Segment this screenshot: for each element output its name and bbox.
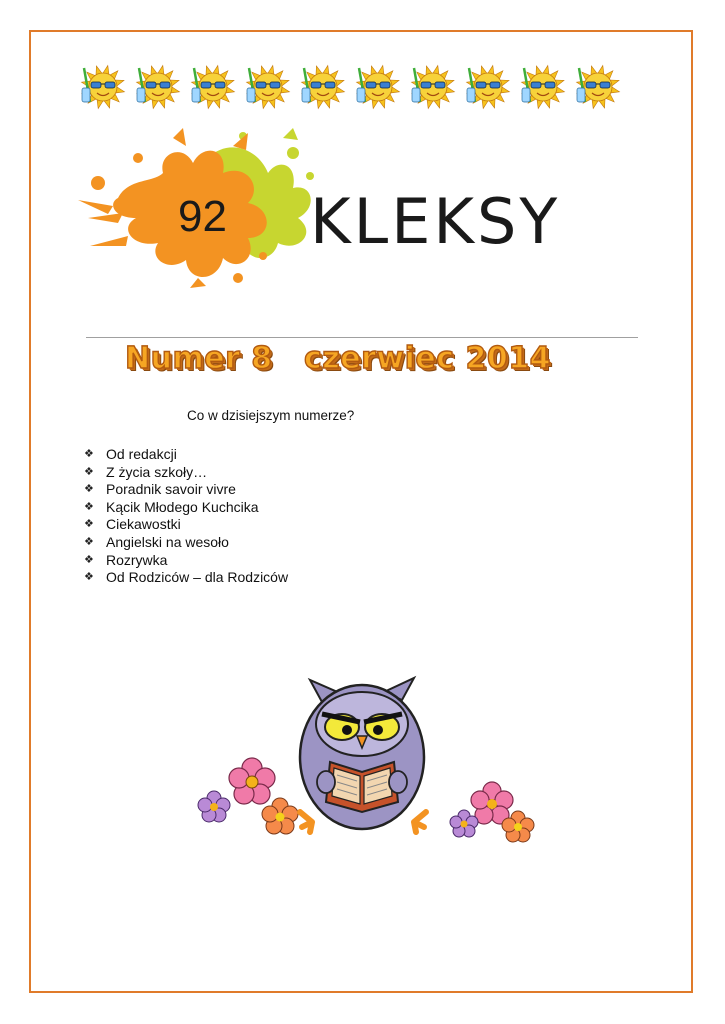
list-item-label: Kącik Młodego Kuchcika [106,498,259,515]
flowers-right-icon [450,782,534,842]
list-item [84,534,288,552]
sun-with-sunglasses-icon [518,62,568,112]
diamond-bullet-icon: ❖ [84,448,94,460]
issue-label: Numer 8 [125,341,273,376]
list-item-label: Angielski na wesoło [106,533,229,550]
diamond-bullet-icon: ❖ [84,483,94,496]
list-item [84,446,288,464]
list-item [84,481,288,499]
sun-with-sunglasses-icon [573,62,623,112]
sun-border-row [78,62,623,112]
sun-with-sunglasses-icon [463,62,513,112]
contents-title: Co w dzisiejszym numerze? [187,408,355,423]
diamond-bullet-icon: ❖ [84,553,94,566]
owl-reading-book-icon [192,672,542,852]
list-item-label: Ciekawostki [106,516,181,533]
masthead-logo [78,128,598,288]
diamond-bullet-icon: ❖ [84,465,94,478]
list-item-label: Od Rodziców – dla Rodziców [106,569,289,586]
diamond-bullet-icon: ❖ [84,500,94,513]
issue-date: czerwiec 2014 [304,341,551,376]
list-item-label: Z życia szkoły… [106,463,208,480]
diamond-bullet-icon: ❖ [84,571,94,584]
sun-with-sunglasses-icon [353,62,403,112]
diamond-bullet-icon: ❖ [84,518,94,531]
diamond-bullet-icon: ❖ [84,535,94,548]
sun-with-sunglasses-icon [298,62,348,112]
list-item [84,516,288,534]
list-item-label: Poradnik savoir vivre [106,481,236,498]
list-item-label: Rozrywka [106,551,168,568]
sun-with-sunglasses-icon [408,62,458,112]
flowers-left-icon [198,758,298,834]
issue-number: 92 [178,192,227,241]
list-item-label: Od redakcji [106,446,177,462]
list-item [84,464,288,482]
contents-list [84,446,288,587]
owl-body-icon [300,678,426,832]
list-item [84,499,288,517]
sun-with-sunglasses-icon [188,62,238,112]
sun-with-sunglasses-icon [243,62,293,112]
header-divider [86,337,638,338]
sun-with-sunglasses-icon [133,62,183,112]
list-item [84,569,288,587]
sun-with-sunglasses-icon [78,62,128,112]
list-item [84,552,288,570]
magazine-name: KLEKSY [310,185,561,258]
